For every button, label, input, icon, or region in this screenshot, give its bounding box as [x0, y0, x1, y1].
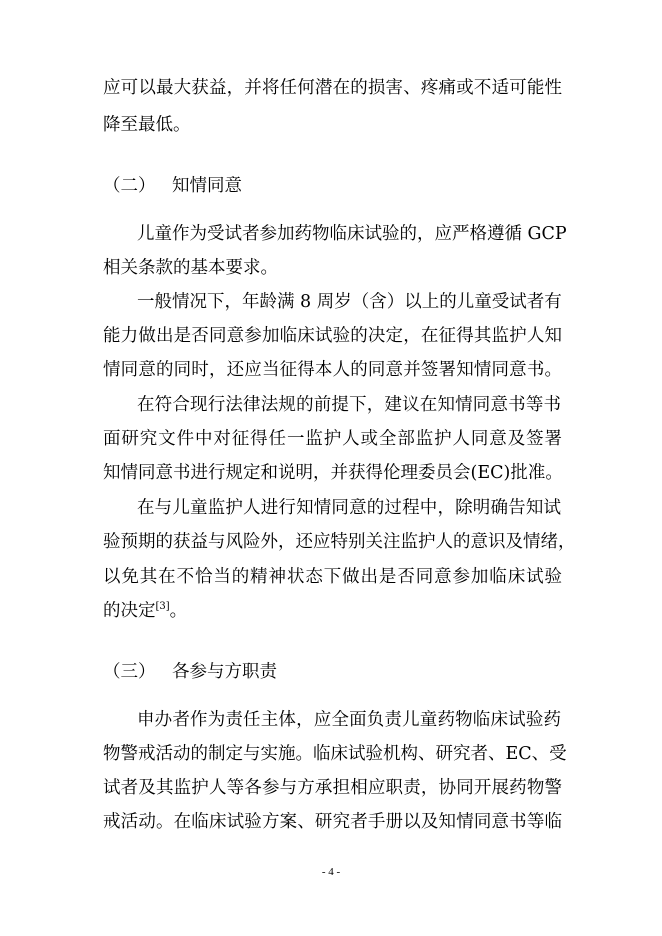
- paragraph-final-line: [103, 599, 187, 623]
- paragraph-line: 情同意的同时，还应当征得本人的同意并签署知情同意书。: [103, 360, 562, 380]
- section-heading-title: 知情同意: [172, 176, 242, 196]
- paragraph-line: 在与儿童监护人进行知情同意的过程中，除明确告知试: [137, 498, 561, 518]
- section-heading-title: 各参与方职责: [172, 662, 277, 682]
- section-heading-number: （三）: [103, 662, 156, 682]
- page-number: - 4 -: [321, 866, 341, 878]
- paragraph-line: 知情同意书进行规定和说明，并获得伦理委员会(EC)批准。: [103, 463, 563, 483]
- paragraph-line: 戒活动。在临床试验方案、研究者手册以及知情同意书等临: [103, 812, 562, 832]
- paragraph-line: 能力做出是否同意参加临床试验的决定，在征得其监护人知: [103, 326, 562, 346]
- paragraph-line: 物警戒活动的制定与实施。临床试验机构、研究者、EC、受: [103, 744, 567, 764]
- paragraph-line: 验预期的获益与风险外，还应特别关注监护人的意识及情绪，: [103, 532, 576, 552]
- paragraph-line: 以免其在不恰当的精神状态下做出是否同意参加临床试验: [103, 567, 562, 587]
- paragraph-line: 在符合现行法律法规的前提下，建议在知情同意书等书: [137, 395, 561, 415]
- final-line-text: 的决定: [103, 601, 156, 621]
- final-line-end: 。: [169, 601, 188, 621]
- paragraph-line: 儿童作为受试者参加药物临床试验的，应严格遵循 GCP: [137, 224, 567, 244]
- paragraph-line: 试者及其监护人等各参与方承担相应职责，协同开展药物警: [103, 778, 562, 798]
- citation-reference: [3]: [155, 601, 170, 612]
- continuation-line-2: 降至最低。: [103, 115, 191, 135]
- paragraph-line: 相关条款的基本要求。: [103, 258, 278, 278]
- paragraph-line: 面研究文件中对征得任一监护人或全部监护人同意及签署: [103, 429, 562, 449]
- paragraph-line: 一般情况下，年龄满 8 周岁（含）以上的儿童受试者有: [137, 292, 562, 312]
- section-heading-number: （二）: [103, 176, 156, 196]
- continuation-line-1: 应可以最大获益，并将任何潜在的损害、疼痛或不适可能性: [103, 78, 562, 98]
- paragraph-line: 申办者作为责任主体，应全面负责儿童药物临床试验药: [137, 710, 561, 730]
